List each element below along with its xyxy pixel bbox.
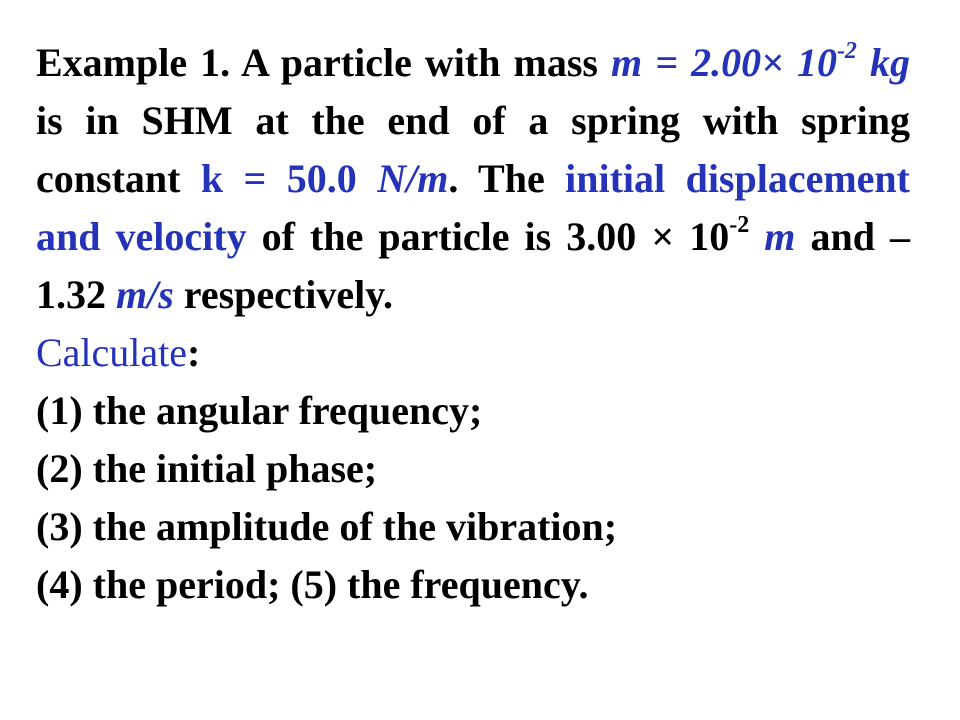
question-4-5: (4) the period; (5) the frequency. bbox=[36, 562, 589, 607]
problem-statement: Example 1. A particle with mass $m = 2.00\times 10^{-2}$ kg is in SHM at the end of a spring with spring constant k = 50.0 N/m. The initial displacement and velocity of the particle is $3.00 \times 10^{-2}$ m and –1.32 m/s respectively. bbox=[36, 37, 911, 317]
question-2: (2) the initial phase; bbox=[36, 446, 378, 491]
displacement-unit: m bbox=[764, 214, 796, 259]
initial-conditions-phrase: initial displacement and velocity bbox=[36, 156, 910, 259]
spring-constant: k = 50.0 N/m bbox=[200, 156, 449, 201]
calculate-heading: Calculate: bbox=[36, 330, 201, 375]
calculate-label: Calculate bbox=[36, 330, 188, 375]
slide-content bbox=[36, 34, 910, 614]
velocity-unit: m/s bbox=[116, 272, 174, 317]
example-label: Example 1. bbox=[36, 40, 231, 85]
question-1: (1) the angular frequency; bbox=[36, 388, 483, 433]
mass-value: $m = 2.00\times 10^{-2}$ kg bbox=[611, 37, 910, 85]
question-3: (3) the amplitude of the vibration; bbox=[36, 504, 618, 549]
